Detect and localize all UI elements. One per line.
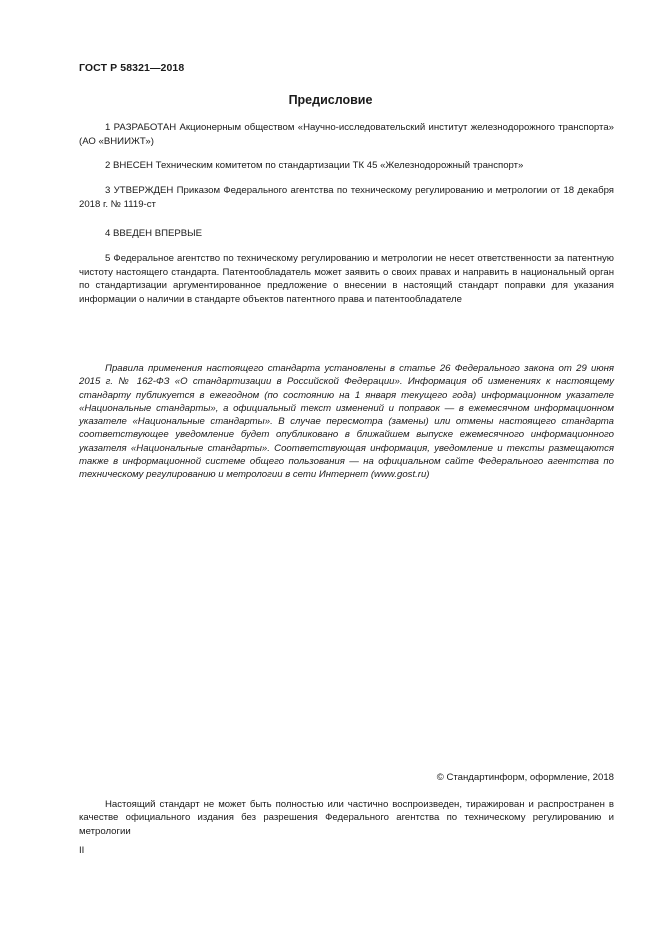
- paragraph-text: 3 УТВЕРЖДЕН Приказом Федерального агентства по техническому регулированию и метрологии от 18 декабря 2018 г. № 1119-ст: [79, 185, 614, 210]
- paragraph-text: 5 Федеральное агентство по техническому регулированию и метрологии не несет ответственности за патентную чистоту настоящего стандарта. Патентообладатель может заявить о своих правах и направить в национальный орган по стандартизации аргументированное предложение о внесении в настоящий стандарт поправки для указания информации о наличии в стандарте объектов патентного права и патентообладателе: [79, 253, 614, 305]
- paragraph-introduced-by: [79, 159, 614, 173]
- paragraph-developed-by: [79, 121, 614, 148]
- paragraph-patent-notice: [79, 252, 614, 306]
- paragraph-text: 1 РАЗРАБОТАН Акционерным обществом «Научно-исследовательский институт железнодорожного транспорта» (АО «ВНИИЖТ»): [79, 122, 614, 147]
- paragraph-text: 4 ВВЕДЕН ВПЕРВЫЕ: [105, 228, 203, 239]
- copyright-line: © Стандартинформ, оформление, 2018: [436, 772, 614, 783]
- document-code: ГОСТ Р 58321—2018: [79, 62, 185, 74]
- paragraph-text: 2 ВНЕСЕН Техническим комитетом по стандартизации ТК 45 «Железнодорожный транспорт»: [105, 160, 524, 171]
- application-rules-notice: Правила применения настоящего стандарта установлены в статье 26 Федерального закона от 29 июня 2015 г. № 162-ФЗ «О стандартизации в Российской Федерации». Информация об изменениях к настоящему стандарту публикуется в ежегодном (по состоянию на 1 января текущего года) информационном указателе «Национальные стандарты», а официальный текст изменений и поправок — в ежемесячном информационном указателе «Национальные стандарты». В случае пересмотра (замены) или отмены настоящего стандарта соответствующее уведомление будет опубликовано в ближайшем выпуске ежемесячного информационного указателя «Национальные стандарты». Соответствующая информация, уведомление и тексты размещаются также в информационной системе общего пользования — на официальном сайте Федерального агентства по техническому регулированию и метрологии в сети Интернет (www.gost.ru): [79, 363, 614, 481]
- reproduction-rights-notice: Настоящий стандарт не может быть полностью или частично воспроизведен, тиражирован и распространен в качестве официального издания без разрешения Федерального агентства по техническому регулированию и метрологии: [79, 799, 614, 837]
- paragraph-approved-by: [79, 184, 614, 211]
- paragraph-introduced-first: [79, 227, 614, 241]
- section-title: Предисловие: [288, 93, 373, 107]
- page-number: II: [79, 845, 85, 856]
